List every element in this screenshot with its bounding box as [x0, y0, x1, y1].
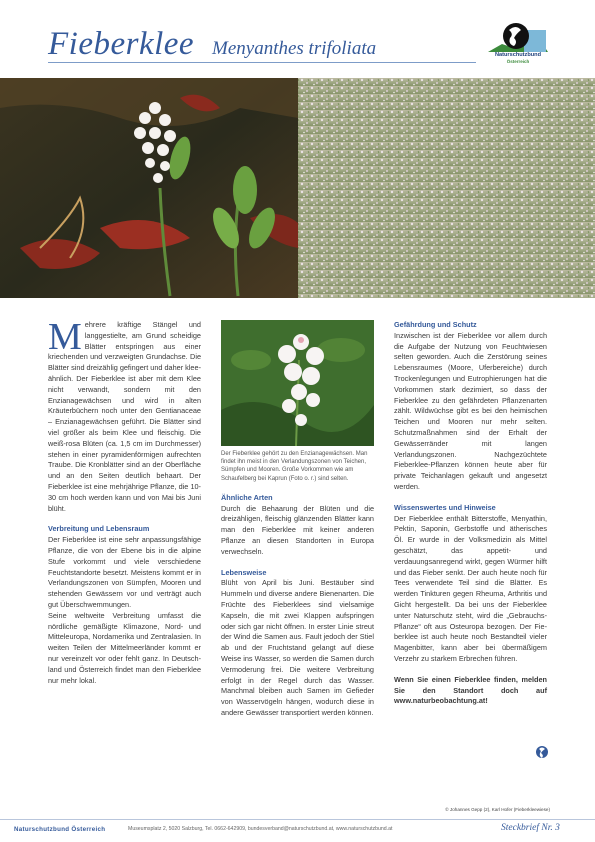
aehnliche-arten-paragraph: Durch die Behaarung der Blüten und die dreizähligen, fleischig glänzenden Blätter kann man den Fieberklee mit keiner anderen Pflanze an diesen Standorten in Europa verwechseln.: [221, 503, 374, 556]
footer-series-label: Steckbrief Nr. 3: [501, 823, 560, 833]
column-2: [221, 320, 374, 719]
photo-caption: Der Fieberklee gehört zu den Enzianagewächsen. Man findet ihn meist in den Verlandungszonen von Teichen, Sümpfen und Mooren. Große Vorkommen wie am Schaufelberg bei Kaprun (Foto o. r.) sind selten.: [221, 451, 368, 482]
heading-lebensweise: Lebensweise: [221, 567, 267, 577]
naturschutzbund-small-logo-icon: [536, 745, 548, 759]
heading-wissenswertes: Wissenswertes und Hinweise: [394, 502, 496, 512]
wissenswertes-paragraph: Der Fieberklee enthält Bitterstoffe, Menyathin, Pektin, Saponin, Gerbstoffe und ätherisches Öl. Er wurde in der Volksmedizin als Mittel geschätzt, das appetit- und verdauungsanregend wirkt, gegen Würmer hilft und das Fieber senkt. Der auch heute noch für Tees verwendete Teil sind die Blätter. Es werden Tinkturen gegen Rheuma, Arthritis und Gicht hergestellt. Da bei uns der Fieberklee unter Naturschutz steht, wird die „Gebrauchs-Pflanze“ oft aus Osteuropa bezogen. Der Fieberklee ist auch heute noch Bestandteil vieler Magenbitter, kann aber bei übermäßigem Verzehr zu starkem Erbrechen führen.: [394, 513, 547, 663]
intro-text: ehrere kräftige Stängel und langgestielte, am Grund scheidige Blätter entspringen aus einer kriechenden und verzweigten Grundachse. Die Blätter sind dreizählig gefingert und daher kleeähnlich. Der Fieberklee ist aber mit dem Klee nicht verwandt, sondern mit den Enzianagewächsen und wird in alten Kräuterbüchern noch unter den Gentianaceae – Enzianagewächsen geführt. Die Blätter sind viel größer als beim Klee und fleischig. Die weiß-rosa Blüten (ca. 1,5 cm im Durchmesser) stehen in einer pyramidenförmigen aufrechten Traube. Die Kronblätter sind an der Oberfläche und an den Seiten deutlich behaart. Der Fieberklee ist eine mehrjährige Pflanze, die 10-30 cm hoch werden kann und von Mai bis Juni blüht.: [48, 320, 201, 513]
bogbean-meadow-photo: [298, 78, 595, 298]
report-sighting-note: Wenn Sie einen Fieberklee finden, melden Sie den Standort doch auf www.naturbeobachtung.at!: [394, 674, 547, 706]
flowering-bogbean-in-water-photo: [0, 78, 298, 298]
column-1: [48, 316, 201, 686]
footer-divider: [0, 819, 595, 820]
footer-address: Museumsplatz 2, 5020 Salzburg, Tel. 0662-642909, bundesverband@naturschutzbund.at, www.naturschutzbund.at: [128, 826, 393, 832]
title-divider: [48, 62, 476, 63]
photo-credit: © Johannes Gepp (2), Karl Hofer (Fieberkleewiese): [445, 807, 550, 812]
bogbean-flower-closeup-photo: [221, 320, 374, 446]
drop-cap: M: [48, 316, 82, 358]
logo-text: Naturschutzbund: [495, 52, 541, 58]
heading-verbreitung: Verbreitung und Lebensraum: [48, 524, 150, 534]
page-header: [0, 0, 595, 78]
photo-band: [0, 78, 595, 298]
verbreitung-paragraph-2: Seine weltweite Verbreitung umfasst die nördliche gemäßigte Klimazone, Nord- und Mitteleuropa, Nordamerika und Zentralasien. In weiten Teilen der Mittelmeerländer kommt er nur vereinzelt vor oder fehlt ganz. In Deutschland und Österreich findet man den Fieberklee nur mehr lokal.: [48, 610, 201, 685]
heading-gefaehrdung: Gefährdung und Schutz: [394, 320, 477, 329]
page-title: Fieberklee: [48, 26, 195, 62]
footer-organization: Naturschutzbund Österreich: [14, 826, 106, 833]
logo-subtext: Österreich: [506, 59, 530, 64]
verbreitung-paragraph-1: Der Fieberklee ist eine sehr anpassungsfähige Pflanze, die von der Ebene bis in die alpine Stufe vorkommt und viele verschiedene Feuchtstandorte besetzt. Meistens kommt er in Verlandungszonen von Sümpfen, Mooren und stehenden Gewässern vor und verträgt auch gut Überschwemmungen.: [48, 535, 201, 609]
page-subtitle: Menyanthes trifoliata: [212, 38, 377, 59]
column-3: [394, 320, 547, 707]
intro-paragraph: [48, 316, 201, 514]
gefaehrdung-paragraph: Inzwischen ist der Fieberklee vor allem durch die Aufgabe der Nutzung von Feuchtwiesen selten geworden. Auch die Zerstörung seines Lebensraumes (Moore, Uferbereiche) durch Trockenlegungen und Eutrophierungen hat die Vorkommen stark dezimiert, so dass der Fieberklee zu den gefährdeten Pflanzenarten zählt. Wildwüchse gibt es bei den heimischen Teichen und Mooren nur mehr selten. Schutzmaßnahmen sind der Erhalt der Gewässerränder mit langen Verlandungszonen. Nachgezüchtete Fieberklee-Pflanzen können heute aber für private Teichanlagen gekauft und angesetzt werden.: [394, 330, 547, 491]
lebensweise-paragraph: Blüht von April bis Juni. Bestäuber sind Hummeln und diverse andere Bienenarten. Die Früchte des Fieberklees sind vielsamige Kapseln, die mit zwei Klappen aufspringen oder sich gar nicht öffnen. In erster Linie streut der Wind die Samen aus. Fault jedoch der Stiel ab und der Fruchtstand gelangt auf diese Weise ins Wasser, so werden die Samen durch Vermoderung frei. Die weitere Verbreitung erfolgt in der Regel durch das Wasser. Manchmal bleiben auch Samen im Gefieder von Wasservögeln hängen, wodurch diese in andere Gewässer transportiert werden können.: [221, 578, 374, 717]
heading-aehnliche-arten: Ähnliche Arten: [221, 492, 273, 502]
